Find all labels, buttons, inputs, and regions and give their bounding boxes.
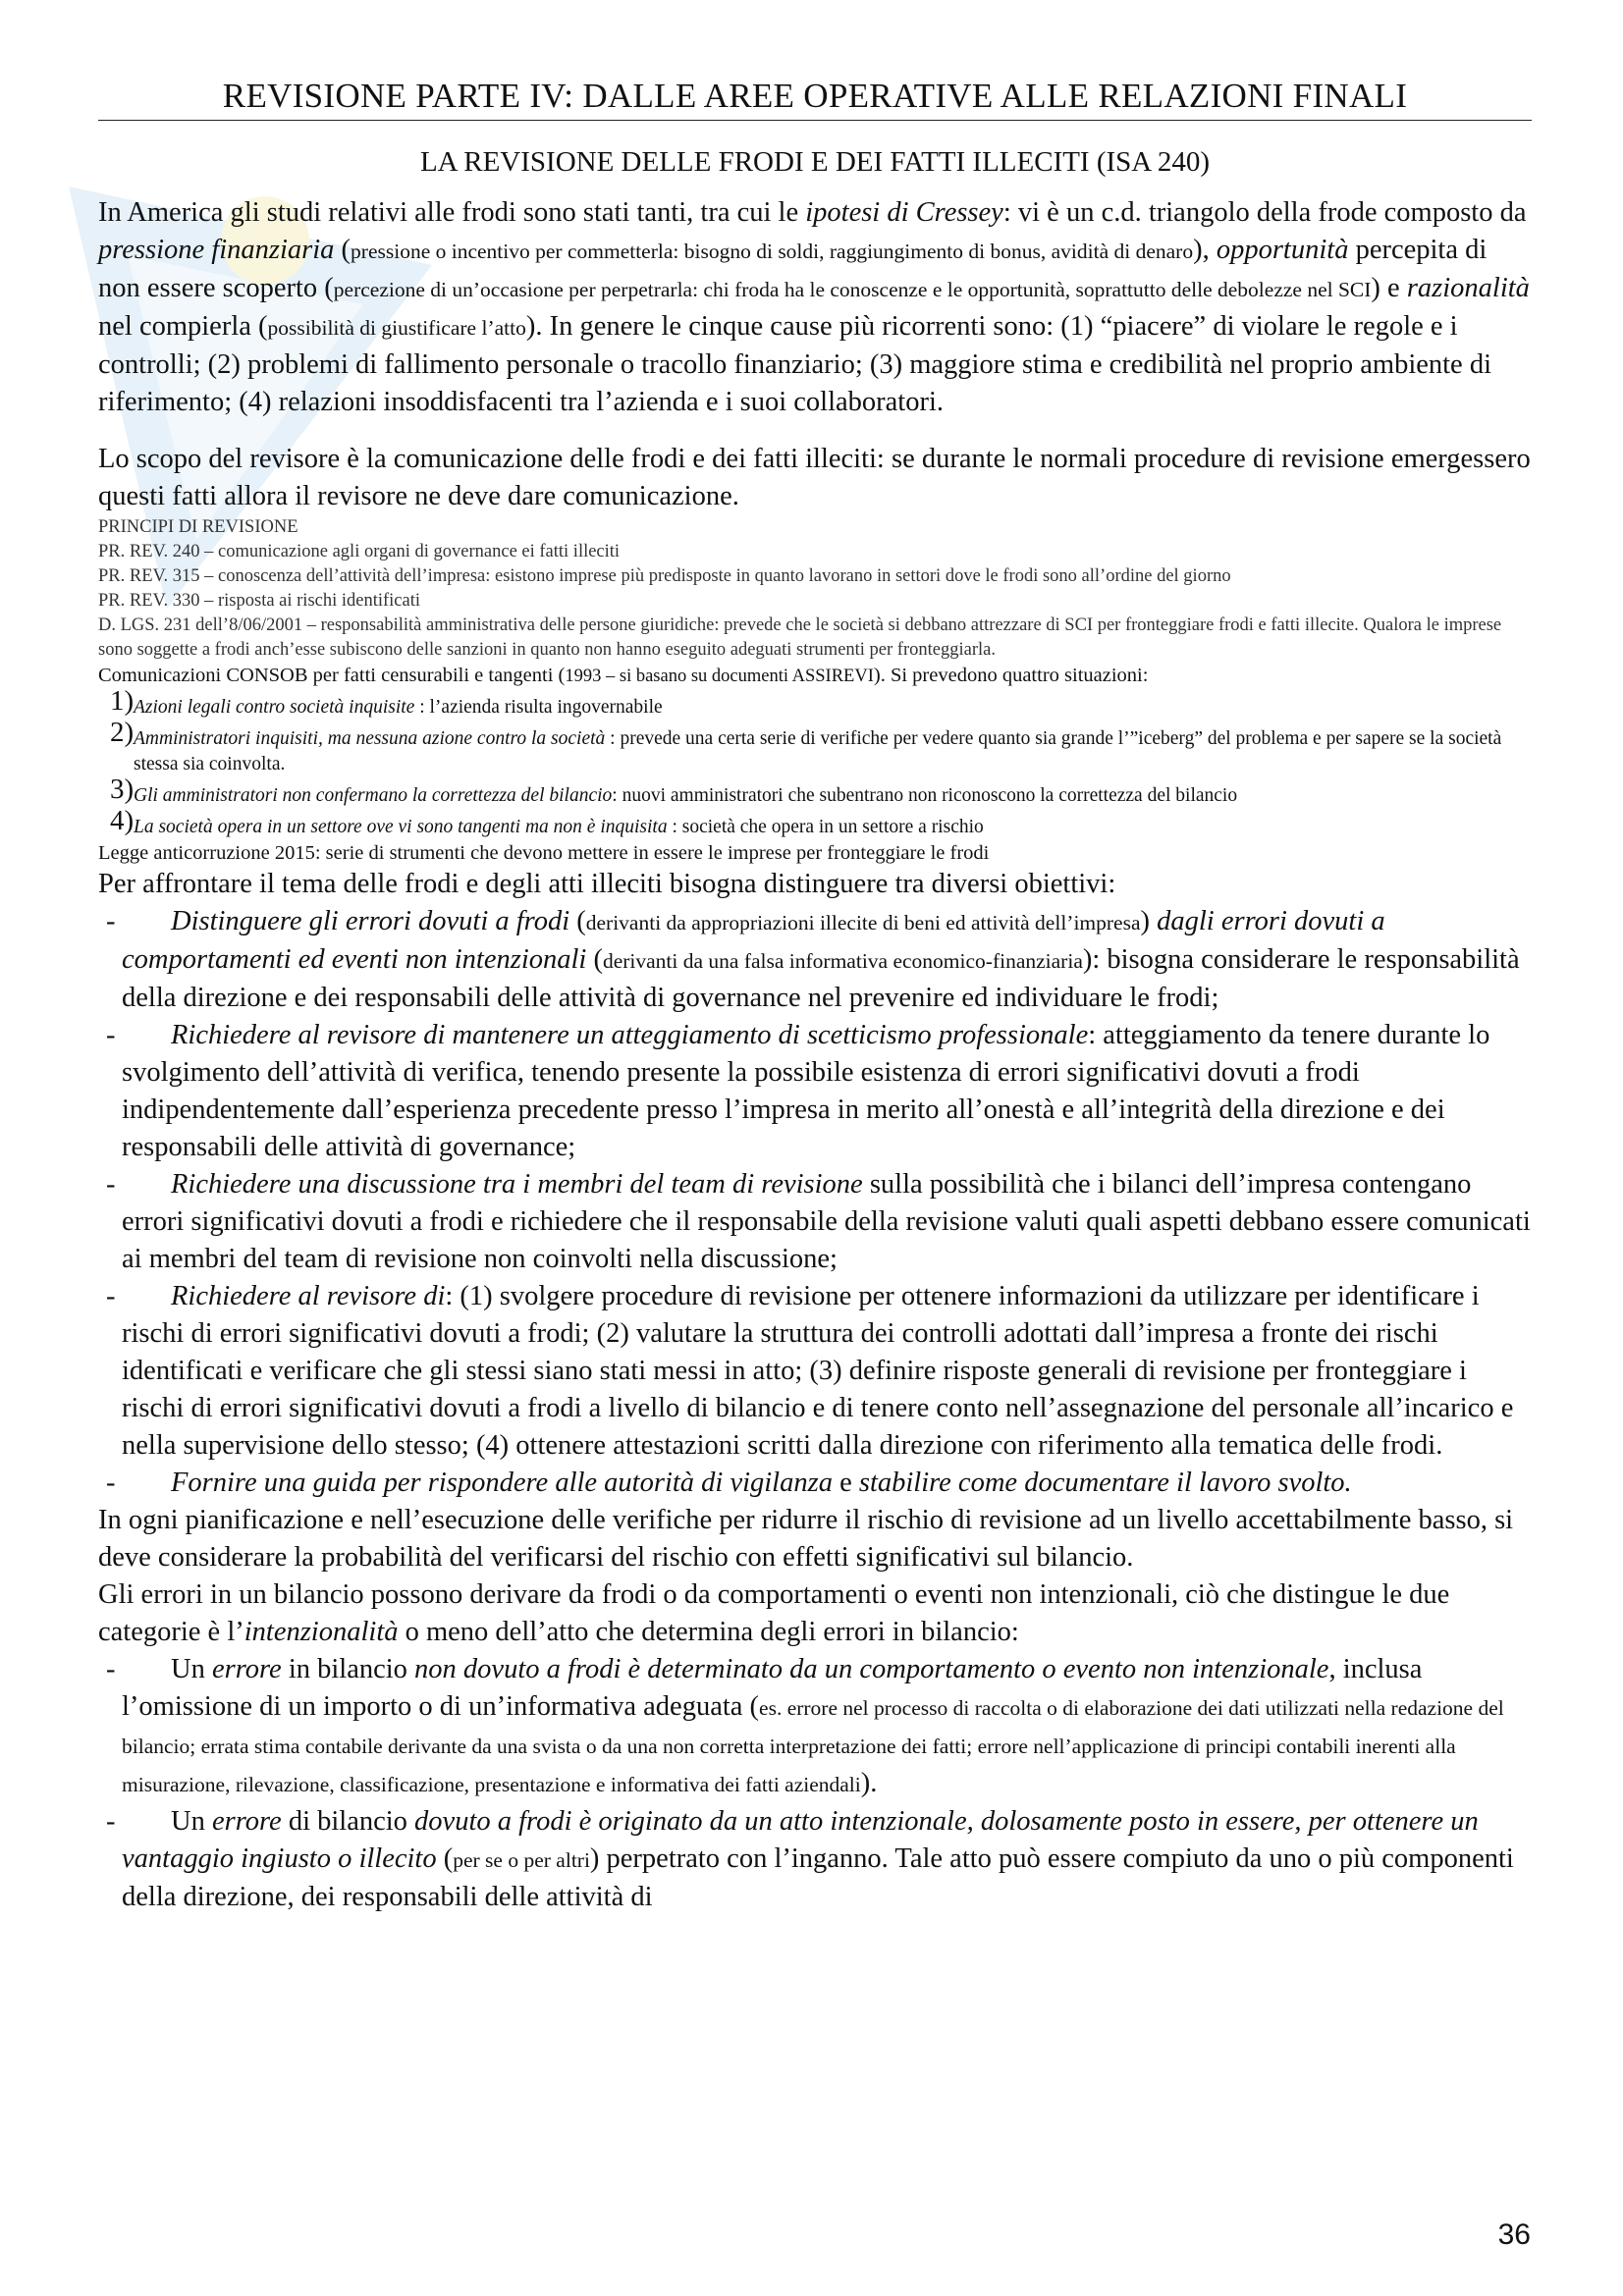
errors-intro: Gli errori in un bilancio possono derivare da frodi o da comportamenti o eventi non intenzionali, ciò che distingue le due categorie è l’intenzionalità o meno dell’atto che determina degli errori in bilancio: xyxy=(98,1579,1450,1647)
cases-list xyxy=(98,685,1532,840)
case-item: 1) Azioni legali contro società inquisite : l’azienda risulta ingovernabile xyxy=(110,685,663,718)
case-item: 3) Gli amministratori non confermano la correttezza del bilancio: nuovi amministratori che subentrano non riconoscono la correttezza del bilancio xyxy=(110,774,1238,806)
objective-item: - Distinguere gli errori dovuti a frodi (derivanti da appropriazioni illecite di beni ed attività dell’impresa) dagli errori dovuti a comportamenti ed eventi non intenzionali (derivanti da una falsa informativa economico-finanziaria): bisogna considerare le responsabilità della direzione e dei responsabili delle attività di governance nel prevenire ed individuare le frodi; xyxy=(106,906,1520,1013)
section-title: LA REVISIONE DELLE FRODI E DEI FATTI ILLECITI (ISA 240) xyxy=(419,146,1211,178)
error-item: - Un errore di bilancio dovuto a frodi è originato da un atto intenzionale, dolosamente posto in essere, per ottenere un vantaggio ingiusto o illecito (per se o per altri) perpetrato con l’inganno. Tale atto può essere compiuto da uno o più componenti della direzione, dei responsabili delle attività di xyxy=(106,1806,1514,1912)
document-page xyxy=(98,77,1532,1916)
principles-heading: PRINCIPI DI REVISIONE xyxy=(98,517,298,537)
case-item: 2) Amministratori inquisiti, ma nessuna azione contro la società : prevede una certa serie di verifiche per vedere quanto sia grande l’”iceberg” del problema e per sapere se la società stessa sia coinvolta. xyxy=(110,717,1502,774)
planning-paragraph: In ogni pianificazione e nell’esecuzione delle verifiche per ridurre il rischio di revisione ad un livello accettabilmente basso, si deve considerare la probabilità del verificarsi del rischio con effetti significativi sul bilancio. xyxy=(98,1505,1514,1573)
principles-block xyxy=(98,515,1532,689)
case-item: 4) La società opera in un settore ove vi sono tangenti ma non è inquisita : società che opera in un settore a rischio xyxy=(110,805,984,837)
objectives-intro: Per affrontare il tema delle frodi e degli atti illeciti bisogna distinguere tra diversi obiettivi: xyxy=(98,869,1116,899)
page-number: 36 xyxy=(1497,2218,1531,2251)
anticorruption-line: Legge anticorruzione 2015: serie di strumenti che devono mettere in essere le imprese per fronteggiare le frodi xyxy=(98,842,990,864)
objective-item: - Richiedere una discussione tra i membri del team di revisione sulla possibilità che i bilanci dell’impresa contengano errori significativi dovuti a frodi e richiedere che il responsabile della revisione valuti quali aspetti debbano essere comunicati ai membri del team di revisione non coinvolti nella discussione; xyxy=(106,1169,1531,1274)
error-item: - Un errore in bilancio non dovuto a frodi è determinato da un comportamento o evento non intenzionale, inclusa l’omissione di un importo o di un’informativa adeguata (es. errore nel processo di raccolta o di elaborazione dei dati utilizzati nella redazione del bilancio; errata stima contabile derivante da una svista o da una non corretta interpretazione dei fatti; errore nell’applicazione di principi contabili inerenti alla misurazione, rilevazione, classificazione, presentazione e informativa dei fatti aziendali). xyxy=(106,1654,1504,1798)
errors-list xyxy=(98,1651,1532,1916)
principle-item: PR. REV. 315 – conoscenza dell’attività dell’impresa: esistono imprese più predisposte in quanto lavorano in settori dove le frodi sono all’ordine del giorno xyxy=(98,566,1231,586)
objective-item: - Richiedere al revisore di: (1) svolgere procedure di revisione per ottenere informazioni da utilizzare per identificare i rischi di errori significativi dovuti a frodi; (2) valutare la struttura dei controlli adottati dall’impresa a fronte dei rischi identificati e verificare che gli stessi siano stati messi in atto; (3) definire risposte generali di revisione per fronteggiare i rischi di errori significativi dovuti a frodi a livello di bilancio e di tenere conto nell’assegnazione del personale all’incarico e nella supervisione dello stesso; (4) ottenere attestazioni scritti dalla direzione con riferimento alla tematica delle frodi. xyxy=(106,1281,1514,1461)
principle-item: D. LGS. 231 dell’8/06/2001 – responsabilità amministrativa delle persone giuridiche: prevede che le società si debbano attrezzare di SCI per fronteggiare frodi e fatti illecite. Qualora le imprese sono soggette a frodi anch’esse subiscono delle sanzioni in quanto non hanno eseguito adeguati strumenti per fronteggiarla. xyxy=(98,615,1502,660)
principle-item: PR. REV. 240 – comunicazione agli organi di governance ei fatti illeciti xyxy=(98,542,621,561)
consob-line: Comunicazioni CONSOB per fatti censurabili e tangenti (1993 – si basano su documenti ASSIREVI). Si prevedono quattro situazioni: xyxy=(98,665,1149,686)
objective-item: - Richiedere al revisore di mantenere un atteggiamento di scetticismo professionale: atteggiamento da tenere durante lo svolgimento dell’attività di verifica, tenendo presente la possibile esistenza di errori significativi dovuti a frodi indipendentemente dall’esperienza precedente presso l’impresa in merito all’onestà e all’integrità della direzione e dei responsabili delle attività di governance; xyxy=(106,1020,1490,1162)
objectives-list xyxy=(98,903,1532,1502)
running-header: REVISIONE PARTE IV: DALLE AREE OPERATIVE ALLE RELAZIONI FINALI xyxy=(98,77,1532,121)
principle-item: PR. REV. 330 – risposta ai rischi identificati xyxy=(98,591,421,611)
intro-paragraph: In America gli studi relativi alle frodi sono stati tanti, tra cui le ipotesi di Cressey: vi è un c.d. triangolo della frode composto da pressione finanziaria (pressione o incentivo per commetterla: bisogno di soldi, raggiungimento di bonus, avidità di denaro), opportunità percepita di non essere scoperto (percezione di un’occasione per perpetrarla: chi froda ha le conoscenze e le opportunità, soprattutto delle debolezze nel SCI) e razionalità nel compierla (possibilità di giustificare l’atto). In genere le cinque cause più ricorrenti sono: (1) “piacere” di violare le regole e i controlli; (2) problemi di fallimento personale o tracollo finanziario; (3) maggiore stima e credibilità nel proprio ambiente di riferimento; (4) relazioni insoddisfacenti tra l’azienda e i suoi collaboratori. xyxy=(98,197,1530,417)
objective-item: - Fornire una guida per rispondere alle autorità di vigilanza e stabilire come documentare il lavoro svolto. xyxy=(106,1468,1352,1498)
scope-paragraph: Lo scopo del revisore è la comunicazione delle frodi e dei fatti illeciti: se durante le normali procedure di revisione emergessero questi fatti allora il revisore ne deve dare comunicazione. xyxy=(98,444,1531,511)
